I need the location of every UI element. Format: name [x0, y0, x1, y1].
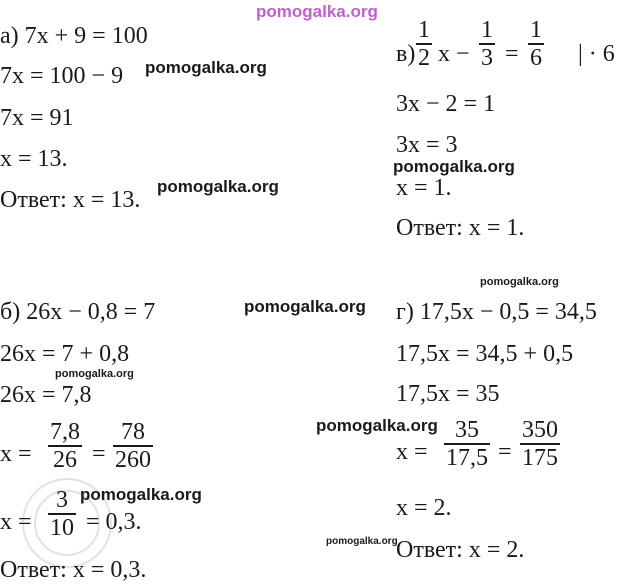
fraction-denominator: 26 [53, 446, 77, 473]
fraction-denominator: 10 [50, 514, 74, 541]
solution-v-x-minus: x − [438, 41, 470, 67]
solution-b-answer: Ответ: x = 0,3. [0, 557, 147, 583]
watermark: pomogalka.org [157, 177, 279, 196]
watermark: pomogalka.org [316, 416, 438, 435]
watermark: pomogalka.org [244, 297, 366, 316]
watermark: pomogalka.org [80, 485, 202, 504]
fraction-denominator: 6 [530, 44, 542, 71]
solution-g-line-5: x = 2. [396, 495, 452, 521]
watermark: pomogalka.org [393, 157, 515, 176]
fraction-one-half [416, 17, 432, 71]
fraction-7-8-over-26 [48, 419, 82, 473]
fraction-numerator: 3 [56, 487, 68, 513]
fraction-numerator: 1 [481, 17, 493, 43]
watermark: pomogalka.org [55, 368, 134, 380]
solution-v-line-3: 3x = 3 [396, 132, 458, 158]
solution-b-result: = 0,3. [86, 509, 142, 535]
watermark: pomogalka.org [145, 58, 267, 77]
fraction-3-over-10 [48, 487, 76, 541]
fraction-numerator: 7,8 [50, 419, 80, 445]
solution-g-line-3: 17,5x = 35 [396, 381, 500, 407]
solution-b-x-equals-2: x = [0, 509, 32, 535]
solution-v-equals: = [505, 41, 519, 67]
fraction-numerator: 350 [522, 417, 558, 443]
solution-a-answer: Ответ: x = 13. [0, 187, 141, 213]
solution-a-line-4: x = 13. [0, 146, 68, 172]
solution-b-line-3: 26x = 7,8 [0, 382, 92, 408]
solution-g-answer: Ответ: x = 2. [396, 537, 525, 563]
solution-a-line-2: 7x = 100 − 9 [0, 63, 124, 89]
fraction-78-over-260 [113, 419, 153, 473]
fraction-denominator: 3 [481, 44, 493, 71]
fraction-denominator: 175 [522, 444, 558, 471]
watermark: pomogalka.org [326, 536, 398, 547]
solution-v-multiplier: | · 6 [578, 41, 615, 67]
fraction-35-over-17-5 [444, 417, 490, 471]
watermark-top: pomogalka.org [256, 2, 378, 21]
solution-v-label: в) [396, 41, 416, 67]
solution-b-equals: = [92, 441, 106, 467]
solution-g-x-equals: x = [396, 439, 428, 465]
solution-v-line-2: 3x − 2 = 1 [396, 91, 496, 117]
solution-a-line-3: 7x = 91 [0, 105, 74, 131]
solution-a-line-1: а) 7x + 9 = 100 [0, 23, 148, 49]
solution-b-line-2: 26x = 7 + 0,8 [0, 341, 130, 367]
fraction-numerator: 35 [455, 417, 479, 443]
fraction-denominator: 17,5 [446, 444, 488, 471]
watermark: pomogalka.org [480, 276, 559, 288]
solution-v-line-4: x = 1. [396, 175, 452, 201]
solution-g-line-2: 17,5x = 34,5 + 0,5 [396, 341, 574, 367]
fraction-numerator: 1 [418, 17, 430, 43]
solution-g-equals: = [498, 439, 512, 465]
fraction-350-over-175 [520, 417, 560, 471]
fraction-numerator: 1 [530, 17, 542, 43]
fraction-one-sixth [528, 17, 544, 71]
solution-g-line-1: г) 17,5x − 0,5 = 34,5 [396, 299, 597, 325]
fraction-denominator: 2 [418, 44, 430, 71]
solution-b-line-1: б) 26x − 0,8 = 7 [0, 299, 156, 325]
fraction-denominator: 260 [115, 446, 151, 473]
solution-b-x-equals: x = [0, 441, 32, 467]
fraction-numerator: 78 [121, 419, 145, 445]
fraction-one-third [479, 17, 495, 71]
solution-v-answer: Ответ: x = 1. [396, 215, 525, 241]
